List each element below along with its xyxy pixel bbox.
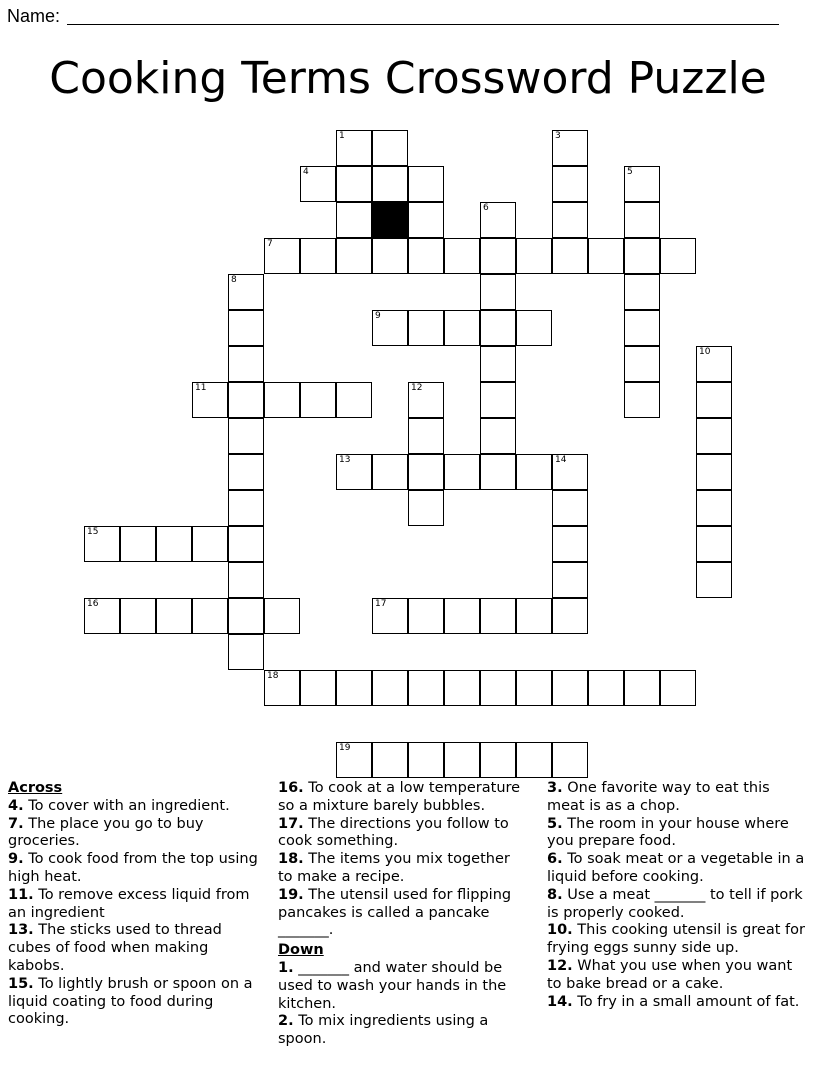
grid-cell[interactable] [696, 454, 732, 490]
grid-cell[interactable] [588, 238, 624, 274]
grid-cell[interactable] [408, 418, 444, 454]
clue-number: 5 [627, 167, 633, 177]
grid-cell[interactable] [192, 598, 228, 634]
clue-item-text: To cook at a low temperature so a mixture barely bubbles. [278, 780, 521, 814]
clue-item [547, 780, 805, 816]
clue-item-text: The sticks used to thread cubes of food when making kabobs. [8, 922, 222, 974]
clue-number: 7 [267, 239, 273, 249]
clue-item-number: 3. [547, 780, 563, 796]
clue-number: 13 [339, 455, 351, 465]
grid-cell[interactable] [372, 238, 408, 274]
clue-item-text: _______ and water should be used to wash your hands in the kitchen. [278, 959, 507, 1012]
grid-cell[interactable] [516, 598, 552, 634]
grid-cell[interactable] [408, 310, 444, 346]
grid-cell[interactable] [444, 598, 480, 634]
clue-item [278, 780, 528, 816]
grid-cell[interactable] [624, 346, 660, 382]
clue-item-number: 13. [8, 922, 34, 939]
grid-cell[interactable] [336, 130, 372, 166]
grid-cell[interactable] [624, 274, 660, 310]
grid-cell[interactable] [156, 598, 192, 634]
clue-item-text: To mix ingredients using a spoon. [278, 1013, 489, 1048]
grid-cell[interactable] [444, 454, 480, 490]
clue-item-number: 9. [8, 851, 24, 868]
grid-cell[interactable] [120, 598, 156, 634]
grid-cell[interactable] [372, 130, 408, 166]
grid-cell[interactable] [624, 310, 660, 346]
grid-cell[interactable] [444, 310, 480, 346]
clue-item-number: 12. [547, 957, 573, 974]
grid-cell[interactable] [696, 490, 732, 526]
grid-cell[interactable] [480, 454, 516, 490]
grid-cell[interactable] [408, 490, 444, 526]
grid-cell[interactable] [336, 670, 372, 706]
grid-cell[interactable] [372, 454, 408, 490]
clue-number: 3 [555, 131, 561, 141]
grid-cell[interactable] [228, 598, 264, 634]
grid-cell[interactable] [696, 346, 732, 382]
clue-item-text: The utensil used for flipping pancakes is called a pancake _______. [278, 886, 512, 939]
grid-cell[interactable] [372, 166, 408, 202]
clue-item-number: 18. [278, 851, 304, 868]
clue-number: 9 [375, 311, 381, 321]
grid-cell[interactable] [696, 526, 732, 562]
grid-cell[interactable] [588, 670, 624, 706]
grid-cell[interactable] [624, 670, 660, 706]
clue-item [547, 958, 805, 994]
grid-cell[interactable] [228, 346, 264, 382]
clue-item-number: 15. [8, 975, 34, 992]
grid-cell[interactable] [408, 238, 444, 274]
grid-cell[interactable] [264, 670, 300, 706]
grid-cell[interactable] [552, 598, 588, 634]
clue-number: 4 [303, 167, 309, 177]
grid-cell[interactable] [336, 166, 372, 202]
grid-cell[interactable] [300, 670, 336, 706]
grid-cell[interactable] [516, 238, 552, 274]
clue-item [278, 816, 528, 852]
clue-item-text: Use a meat _______ to tell if pork is properly cooked. [547, 886, 803, 921]
grid-cell[interactable] [228, 418, 264, 454]
grid-cell[interactable] [336, 382, 372, 418]
grid-cell[interactable] [516, 742, 552, 778]
clue-item-text: This cooking utensil is great for frying eggs sunny side up. [547, 922, 805, 957]
clue-item-number: 4. [8, 797, 24, 814]
clue-number: 10 [699, 347, 711, 357]
clue-item-number: 8. [547, 886, 563, 903]
clue-item [278, 1013, 528, 1049]
grid-cell[interactable] [408, 166, 444, 202]
clue-item-text: To fry in a small amount of fat. [572, 993, 800, 1010]
grid-cell[interactable] [120, 526, 156, 562]
clue-item-text: The items you mix together to make a recipe. [278, 851, 510, 885]
page-title: Cooking Terms Crossword Puzzle [49, 53, 767, 104]
clue-item-text: What you use when you want to bake bread or a cake. [547, 957, 793, 992]
grid-cell[interactable] [228, 490, 264, 526]
grid-cell[interactable] [156, 526, 192, 562]
grid-cell[interactable] [624, 166, 660, 202]
grid-cell[interactable] [228, 634, 264, 670]
across-clue-list-continued [278, 780, 528, 940]
clue-item [278, 960, 528, 1013]
grid-cell[interactable] [444, 238, 480, 274]
grid-cell[interactable] [408, 202, 444, 238]
clue-item-number: 2. [278, 1013, 294, 1030]
grid-cell[interactable] [408, 742, 444, 778]
grid-cell[interactable] [516, 310, 552, 346]
clue-item-number: 17. [278, 815, 304, 832]
clue-number: 18 [267, 671, 279, 681]
clue-column-1 [8, 780, 266, 1029]
grid-cell[interactable] [480, 202, 516, 238]
grid-cell[interactable] [228, 454, 264, 490]
clue-number: 17 [375, 599, 387, 609]
name-label: Name: [7, 6, 61, 26]
grid-cell[interactable] [552, 238, 588, 274]
clue-item [8, 887, 266, 923]
clue-item-text: To cover with an ingredient. [23, 797, 230, 814]
grid-cell[interactable] [372, 598, 408, 634]
clue-item-number: 19. [278, 886, 304, 903]
grid-cell[interactable] [228, 274, 264, 310]
grid-cell[interactable] [372, 670, 408, 706]
grid-cell[interactable] [480, 598, 516, 634]
clue-number: 1 [339, 131, 345, 141]
grid-cell[interactable] [264, 238, 300, 274]
clue-item-text: To cook food from the top using high heat. [8, 851, 258, 885]
clue-item [278, 887, 528, 940]
grid-cell[interactable] [228, 526, 264, 562]
grid-cell[interactable] [228, 562, 264, 598]
clue-number: 12 [411, 383, 423, 393]
clue-item [8, 851, 266, 887]
clue-number: 8 [231, 275, 237, 285]
clue-number: 11 [195, 383, 207, 393]
grid-cell[interactable] [480, 670, 516, 706]
down-clue-list-continued [547, 780, 805, 1011]
clue-number: 19 [339, 743, 351, 753]
clue-column-3 [547, 780, 805, 1011]
grid-cell[interactable] [552, 742, 588, 778]
grid-cell[interactable] [300, 166, 336, 202]
grid-cell[interactable] [660, 238, 696, 274]
grid-cell[interactable] [408, 454, 444, 490]
clue-column-2 [278, 780, 528, 1049]
clue-item-text: To remove excess liquid from an ingredient [8, 886, 250, 921]
grid-cell[interactable] [552, 526, 588, 562]
grid-cell[interactable] [552, 166, 588, 202]
clue-item [8, 798, 266, 816]
clue-item-number: 10. [547, 922, 573, 939]
grid-cell[interactable] [624, 382, 660, 418]
grid-cell[interactable] [192, 382, 228, 418]
grid-cell[interactable] [84, 526, 120, 562]
clue-item [278, 851, 528, 887]
grid-cell[interactable] [552, 490, 588, 526]
clue-item [8, 922, 266, 975]
clue-item [8, 816, 266, 852]
grid-cell[interactable] [84, 598, 120, 634]
grid-cell[interactable] [480, 418, 516, 454]
grid-cell[interactable] [480, 742, 516, 778]
clue-item [547, 851, 805, 887]
clue-item [547, 994, 805, 1012]
grid-cell[interactable] [660, 670, 696, 706]
grid-cell[interactable] [336, 454, 372, 490]
grid-cell[interactable] [444, 670, 480, 706]
clue-number: 6 [483, 203, 489, 213]
grid-cell[interactable] [624, 238, 660, 274]
grid-cell[interactable] [408, 670, 444, 706]
clue-item-number: 6. [547, 851, 563, 868]
grid-cell[interactable] [336, 202, 372, 238]
grid-cell[interactable] [372, 742, 408, 778]
grid-cell[interactable] [480, 274, 516, 310]
grid-cell[interactable] [444, 742, 480, 778]
grid-cell[interactable] [552, 562, 588, 598]
grid-cell[interactable] [372, 310, 408, 346]
clue-item-text: To soak meat or a vegetable in a liquid before cooking. [547, 851, 805, 885]
grid-cell[interactable] [408, 598, 444, 634]
grid-cell[interactable] [624, 202, 660, 238]
grid-cell[interactable] [480, 346, 516, 382]
clue-item-number: 16. [278, 780, 304, 796]
clue-item-text: One favorite way to eat this meat is as a chop. [547, 780, 770, 814]
grid-cell[interactable] [552, 130, 588, 166]
clue-item-text: The room in your house where you prepare food. [547, 815, 789, 850]
blocked-cell [372, 202, 408, 238]
down-clue-list [278, 960, 528, 1049]
clue-number: 15 [87, 527, 99, 537]
grid-cell[interactable] [696, 382, 732, 418]
grid-cell[interactable] [264, 598, 300, 634]
grid-cell[interactable] [696, 562, 732, 598]
clue-item-text: To lightly brush or spoon on a liquid coating to food during cooking. [8, 975, 253, 1028]
grid-cell[interactable] [408, 382, 444, 418]
clue-item [547, 922, 805, 958]
grid-cell[interactable] [228, 382, 264, 418]
down-heading: Down [278, 942, 324, 959]
clue-number: 14 [555, 455, 567, 465]
grid-cell[interactable] [480, 238, 516, 274]
grid-cell[interactable] [516, 670, 552, 706]
grid-cell[interactable] [552, 202, 588, 238]
clue-item [547, 816, 805, 852]
clue-item-number: 5. [547, 815, 563, 832]
grid-cell[interactable] [552, 670, 588, 706]
clue-item-number: 11. [8, 886, 34, 903]
clue-item-text: The place you go to buy groceries. [8, 815, 204, 850]
clue-item-number: 1. [278, 959, 294, 976]
grid-cell[interactable] [480, 382, 516, 418]
across-heading: Across [8, 780, 63, 796]
clue-item-number: 14. [547, 993, 573, 1010]
grid-cell[interactable] [300, 382, 336, 418]
clue-item-number: 7. [8, 815, 24, 832]
across-clue-list [8, 798, 266, 1029]
grid-cell[interactable] [552, 454, 588, 490]
clue-item [547, 887, 805, 923]
grid-cell[interactable] [228, 310, 264, 346]
clue-item [8, 976, 266, 1029]
grid-cell[interactable] [516, 454, 552, 490]
grid-cell[interactable] [480, 310, 516, 346]
grid-cell[interactable] [696, 418, 732, 454]
grid-cell[interactable] [264, 382, 300, 418]
clue-item-text: The directions you follow to cook something. [278, 815, 509, 850]
clue-number: 16 [87, 599, 99, 609]
grid-cell[interactable] [336, 742, 372, 778]
grid-cell[interactable] [336, 238, 372, 274]
grid-cell[interactable] [192, 526, 228, 562]
grid-cell[interactable] [300, 238, 336, 274]
